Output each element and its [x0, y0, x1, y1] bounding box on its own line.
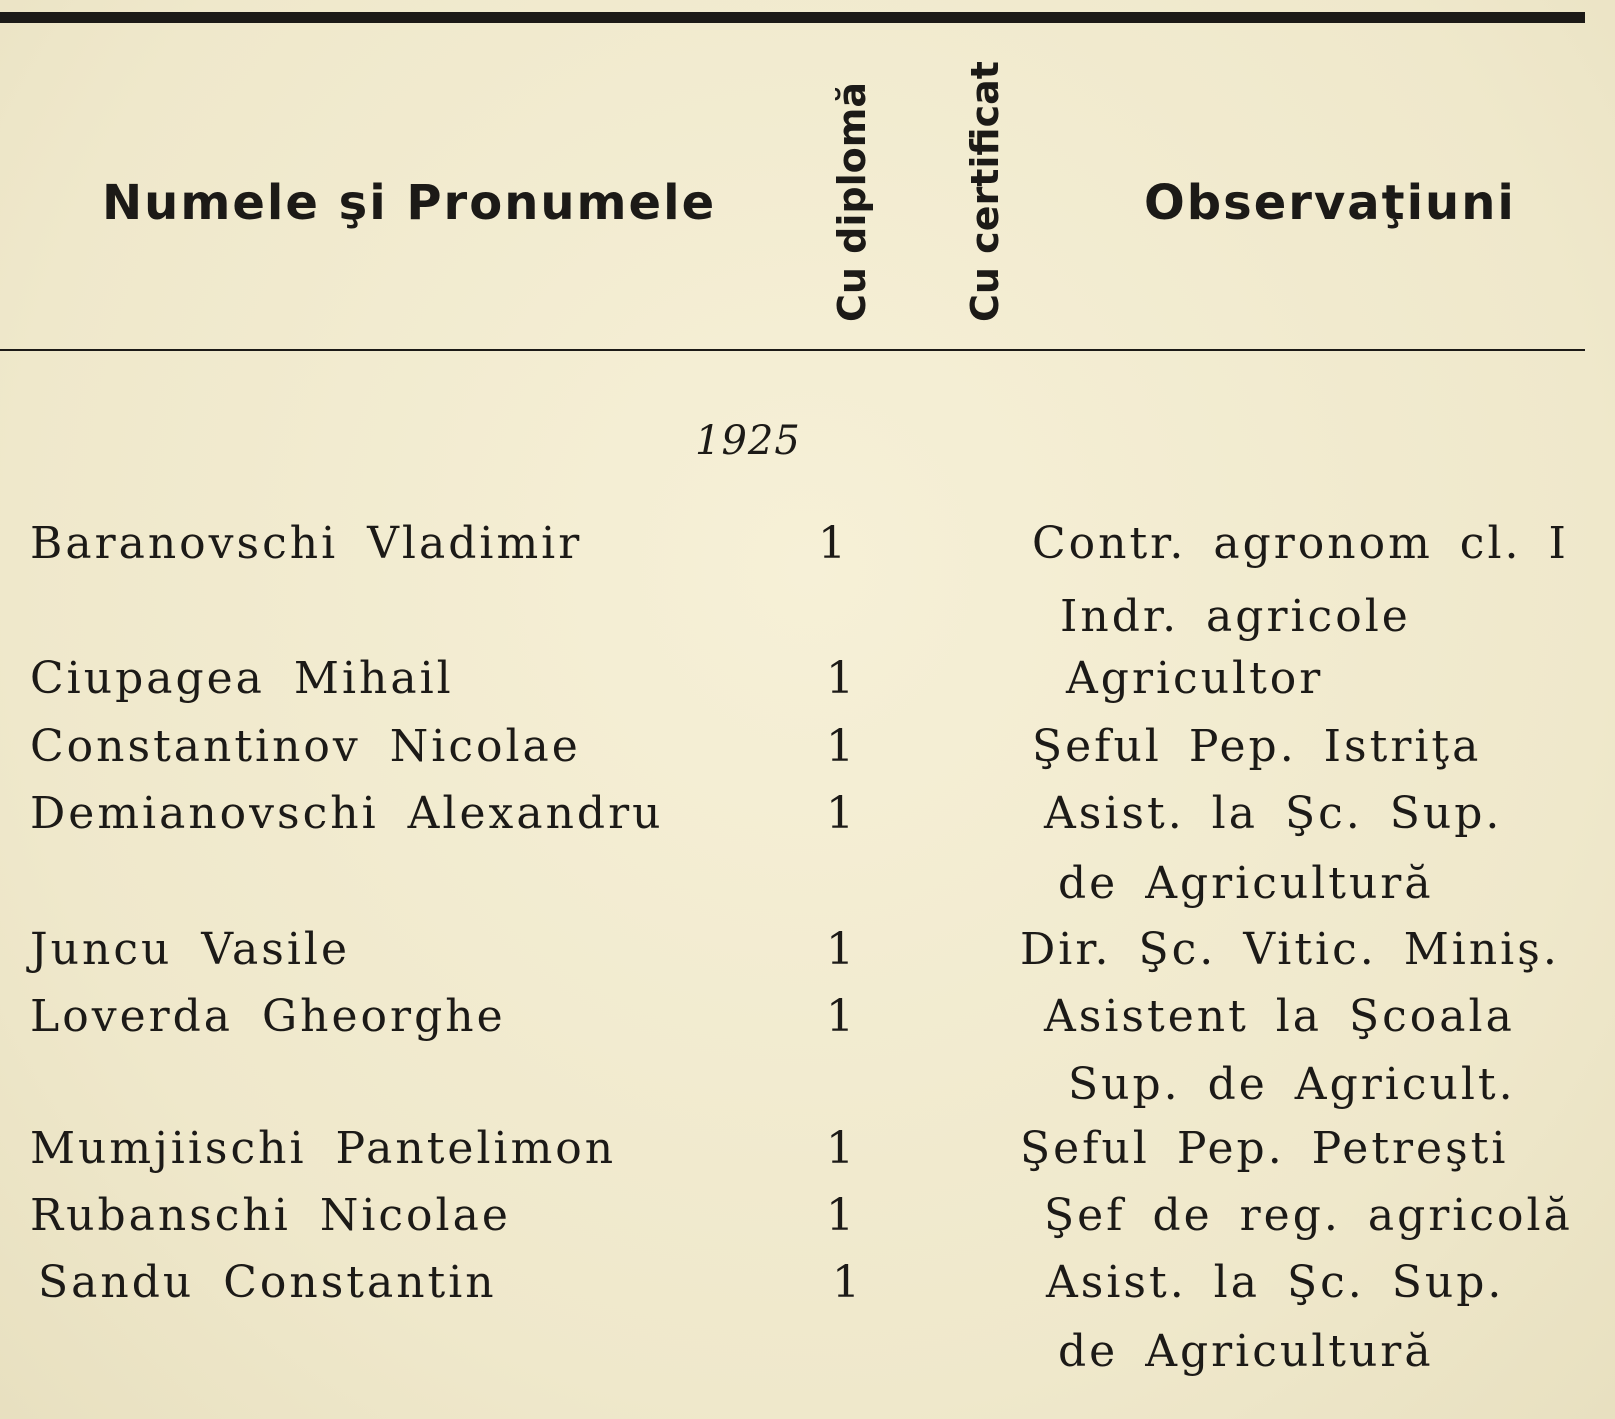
- row-observation-cont: Indr. agricole: [1060, 591, 1411, 642]
- row-diploma-count: 1: [826, 991, 857, 1042]
- row-observation-cont: de Agricultură: [1058, 1326, 1434, 1377]
- row-diploma-count: 1: [818, 518, 849, 569]
- header-observations-column: Observaţiuni: [1144, 175, 1516, 231]
- row-name: Baranovschi Vladimir: [30, 518, 583, 569]
- row-observation: Agricultor: [1066, 653, 1324, 704]
- row-observation: Asist. la Şc. Sup.: [1046, 1257, 1505, 1308]
- year-heading: 1925: [695, 418, 801, 464]
- row-name: Loverda Gheorghe: [30, 991, 506, 1042]
- row-diploma-count: 1: [826, 1190, 857, 1241]
- row-name: Demianovschi Alexandru: [30, 788, 664, 839]
- row-observation: Dir. Şc. Vitic. Miniş.: [1020, 924, 1560, 975]
- row-name: Sandu Constantin: [38, 1257, 497, 1308]
- row-observation-cont: Sup. de Agricult.: [1068, 1059, 1516, 1110]
- row-observation: Şeful Pep. Istriţa: [1032, 721, 1482, 772]
- top-rule: [0, 12, 1585, 23]
- header-certificate-column: Cu certificat: [963, 61, 1007, 322]
- row-name: Mumjiischi Pantelimon: [30, 1123, 617, 1174]
- row-name: Ciupagea Mihail: [30, 653, 454, 704]
- row-diploma-count: 1: [826, 653, 857, 704]
- row-observation: Asistent la Şcoala: [1044, 991, 1515, 1042]
- row-diploma-count: 1: [826, 788, 857, 839]
- row-observation: Şef de reg. agricolă: [1044, 1190, 1573, 1241]
- row-observation: Contr. agronom cl. I: [1032, 518, 1569, 569]
- row-name: Juncu Vasile: [30, 924, 351, 975]
- row-name: Constantinov Nicolae: [30, 721, 581, 772]
- row-diploma-count: 1: [826, 1123, 857, 1174]
- row-diploma-count: 1: [826, 721, 857, 772]
- row-observation-cont: de Agricultură: [1058, 858, 1434, 909]
- row-diploma-count: 1: [832, 1257, 863, 1308]
- header-rule: [0, 349, 1585, 351]
- row-observation: Asist. la Şc. Sup.: [1044, 788, 1503, 839]
- row-name: Rubanschi Nicolae: [30, 1190, 511, 1241]
- header-diploma-column: Cu diplomă: [830, 82, 874, 322]
- row-observation: Şeful Pep. Petreşti: [1020, 1123, 1509, 1174]
- row-diploma-count: 1: [826, 924, 857, 975]
- header-name-column: Numele şi Pronumele: [102, 175, 717, 231]
